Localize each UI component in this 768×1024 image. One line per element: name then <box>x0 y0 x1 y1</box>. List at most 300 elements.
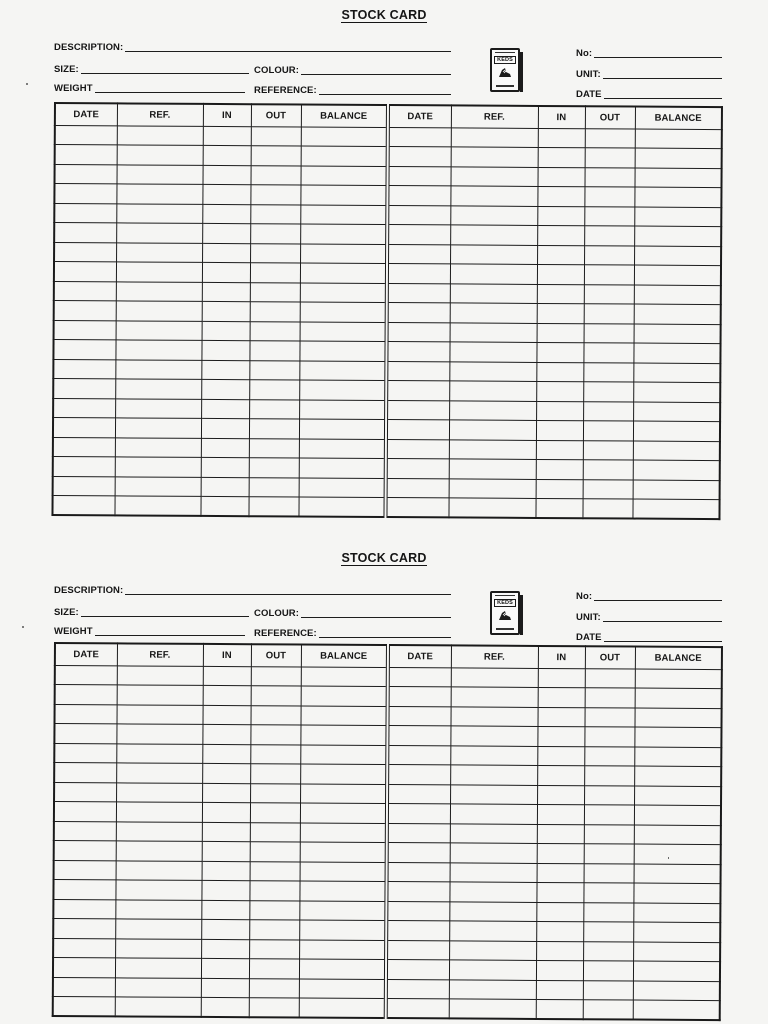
ledger-cell[interactable] <box>449 921 536 941</box>
ledger-cell[interactable] <box>201 958 249 978</box>
ledger-cell[interactable] <box>54 743 116 763</box>
ledger-cell[interactable] <box>537 804 584 824</box>
ledger-cell[interactable] <box>54 821 116 841</box>
ledger-cell[interactable] <box>634 265 721 285</box>
ledger-cell[interactable] <box>387 765 450 785</box>
ledger-cell[interactable] <box>585 128 635 148</box>
ledger-cell[interactable] <box>54 223 116 243</box>
ledger-cell[interactable] <box>53 418 115 438</box>
ledger-cell[interactable] <box>54 203 116 223</box>
ledger-cell[interactable] <box>249 939 299 959</box>
ledger-cell[interactable] <box>583 382 633 402</box>
ledger-cell[interactable] <box>300 166 387 186</box>
ledger-cell[interactable] <box>386 342 449 362</box>
ledger-cell[interactable] <box>202 802 250 822</box>
ledger-cell[interactable] <box>251 666 301 686</box>
ledger-cell[interactable] <box>115 880 201 900</box>
ledger-cell[interactable] <box>633 883 720 903</box>
ledger-cell[interactable] <box>450 244 537 264</box>
ledger-cell[interactable] <box>387 225 450 245</box>
colour-field[interactable] <box>254 66 451 76</box>
ledger-cell[interactable] <box>250 165 300 185</box>
ledger-cell[interactable] <box>52 495 114 515</box>
ledger-cell[interactable] <box>249 341 299 361</box>
ledger-cell[interactable] <box>583 1000 633 1020</box>
ledger-cell[interactable] <box>634 708 721 728</box>
ledger-cell[interactable] <box>250 224 300 244</box>
ledger-cell[interactable] <box>449 420 536 440</box>
ledger-cell[interactable] <box>117 685 203 705</box>
ledger-cell[interactable] <box>55 145 117 165</box>
ledger-cell[interactable] <box>249 458 299 478</box>
ledger-cell[interactable] <box>300 205 387 225</box>
ledger-cell[interactable] <box>634 805 721 825</box>
ledger-cell[interactable] <box>585 148 635 168</box>
ledger-cell[interactable] <box>536 440 583 460</box>
ledger-cell[interactable] <box>633 981 720 1001</box>
ledger-cell[interactable] <box>450 765 537 785</box>
ledger-cell[interactable] <box>298 497 385 517</box>
ledger-cell[interactable] <box>115 359 201 379</box>
ledger-cell[interactable] <box>201 438 249 458</box>
ledger-cell[interactable] <box>536 941 583 961</box>
ledger-cell[interactable] <box>299 920 386 940</box>
ledger-cell[interactable] <box>386 400 449 420</box>
ledger-cell[interactable] <box>250 783 300 803</box>
ledger-cell[interactable] <box>201 919 249 939</box>
ledger-cell[interactable] <box>449 361 536 381</box>
ledger-cell[interactable] <box>53 919 115 939</box>
ledger-cell[interactable] <box>299 439 386 459</box>
ledger-cell[interactable] <box>634 825 721 845</box>
ledger-cell[interactable] <box>386 940 449 960</box>
ledger-cell[interactable] <box>300 322 387 342</box>
ledger-cell[interactable] <box>536 459 583 479</box>
ledger-cell[interactable] <box>250 321 300 341</box>
ledger-cell[interactable] <box>201 340 249 360</box>
ledger-cell[interactable] <box>635 148 722 168</box>
ledger-cell[interactable] <box>251 146 301 166</box>
ledger-cell[interactable] <box>117 125 203 145</box>
ledger-cell[interactable] <box>537 765 584 785</box>
ledger-cell[interactable] <box>202 301 250 321</box>
ledger-cell[interactable] <box>249 419 299 439</box>
ledger-cell[interactable] <box>388 147 451 167</box>
ledger-cell[interactable] <box>387 862 450 882</box>
ledger-cell[interactable] <box>300 302 387 322</box>
ledger-cell[interactable] <box>115 379 201 399</box>
ledger-cell[interactable] <box>116 203 202 223</box>
ledger-cell[interactable] <box>387 186 450 206</box>
ledger-cell[interactable] <box>450 283 537 303</box>
ledger-cell[interactable] <box>387 322 450 342</box>
ledger-cell[interactable] <box>634 187 721 207</box>
ledger-cell[interactable] <box>116 262 202 282</box>
ledger-cell[interactable] <box>449 979 536 999</box>
ledger-cell[interactable] <box>54 782 116 802</box>
ledger-cell[interactable] <box>250 185 300 205</box>
ledger-cell[interactable] <box>537 206 584 226</box>
ledger-cell[interactable] <box>635 669 722 689</box>
ledger-cell[interactable] <box>634 747 721 767</box>
ledger-cell[interactable] <box>54 724 116 744</box>
ledger-cell[interactable] <box>300 784 387 804</box>
ledger-cell[interactable] <box>584 844 634 864</box>
description-field[interactable] <box>54 586 451 596</box>
ledger-cell[interactable] <box>450 186 537 206</box>
ledger-cell[interactable] <box>202 763 250 783</box>
ledger-cell[interactable] <box>448 498 535 518</box>
ledger-cell[interactable] <box>450 804 537 824</box>
ledger-cell[interactable] <box>634 226 721 246</box>
ledger-cell[interactable] <box>115 476 201 496</box>
ledger-cell[interactable] <box>536 980 583 1000</box>
ledger-cell[interactable] <box>583 961 633 981</box>
ledger-cell[interactable] <box>202 204 250 224</box>
no-field[interactable] <box>576 592 722 602</box>
ledger-cell[interactable] <box>633 922 720 942</box>
ledger-cell[interactable] <box>54 763 116 783</box>
ledger-cell[interactable] <box>450 843 537 863</box>
ledger-cell[interactable] <box>449 478 536 498</box>
ledger-cell[interactable] <box>583 460 633 480</box>
ledger-cell[interactable] <box>202 744 250 764</box>
ledger-cell[interactable] <box>388 687 451 707</box>
ledger-cell[interactable] <box>387 823 450 843</box>
ledger-cell[interactable] <box>53 880 115 900</box>
ledger-cell[interactable] <box>451 147 538 167</box>
ledger-cell[interactable] <box>537 284 584 304</box>
ledger-cell[interactable] <box>299 458 386 478</box>
ledger-cell[interactable] <box>633 480 720 500</box>
ledger-cell[interactable] <box>633 402 720 422</box>
ledger-cell[interactable] <box>537 707 584 727</box>
ledger-cell[interactable] <box>250 263 300 283</box>
ledger-cell[interactable] <box>201 939 249 959</box>
ledger-cell[interactable] <box>451 687 538 707</box>
ledger-cell[interactable] <box>53 996 115 1016</box>
ledger-cell[interactable] <box>584 167 634 187</box>
ledger-cell[interactable] <box>203 145 251 165</box>
reference-field[interactable] <box>254 86 451 96</box>
ledger-cell[interactable] <box>250 744 300 764</box>
ledger-cell[interactable] <box>54 242 116 262</box>
ledger-cell[interactable] <box>249 900 299 920</box>
ledger-cell[interactable] <box>388 667 451 687</box>
ledger-cell[interactable] <box>537 264 584 284</box>
ledger-cell[interactable] <box>301 667 388 687</box>
ledger-cell[interactable] <box>450 303 537 323</box>
ledger-cell[interactable] <box>299 959 386 979</box>
ledger-cell[interactable] <box>54 860 116 880</box>
ledger-cell[interactable] <box>449 381 536 401</box>
ledger-cell[interactable] <box>387 166 450 186</box>
ledger-cell[interactable] <box>202 223 250 243</box>
ledger-cell[interactable] <box>202 822 250 842</box>
ledger-cell[interactable] <box>55 665 117 685</box>
ledger-cell[interactable] <box>584 863 634 883</box>
ledger-cell[interactable] <box>536 381 583 401</box>
ledger-cell[interactable] <box>634 864 721 884</box>
ledger-cell[interactable] <box>387 283 450 303</box>
ledger-cell[interactable] <box>115 958 201 978</box>
ledger-cell[interactable] <box>537 245 584 265</box>
ledger-cell[interactable] <box>53 958 115 978</box>
ledger-cell[interactable] <box>386 361 449 381</box>
ledger-cell[interactable] <box>53 476 115 496</box>
ledger-cell[interactable] <box>386 381 449 401</box>
ledger-cell[interactable] <box>583 401 633 421</box>
ledger-cell[interactable] <box>54 262 116 282</box>
ledger-cell[interactable] <box>385 498 448 518</box>
ledger-cell[interactable] <box>583 479 633 499</box>
ledger-cell[interactable] <box>116 743 202 763</box>
ledger-cell[interactable] <box>250 705 300 725</box>
ledger-cell[interactable] <box>116 802 202 822</box>
ledger-cell[interactable] <box>249 920 299 940</box>
ledger-cell[interactable] <box>250 822 300 842</box>
ledger-cell[interactable] <box>116 782 202 802</box>
ledger-cell[interactable] <box>116 301 202 321</box>
ledger-cell[interactable] <box>633 1000 720 1020</box>
ledger-cell[interactable] <box>250 803 300 823</box>
ledger-cell[interactable] <box>299 901 386 921</box>
ledger-cell[interactable] <box>583 883 633 903</box>
date-field[interactable] <box>576 90 722 100</box>
ledger-cell[interactable] <box>633 382 720 402</box>
ledger-cell[interactable] <box>634 324 721 344</box>
date-field[interactable] <box>576 633 722 643</box>
ledger-cell[interactable] <box>202 184 250 204</box>
ledger-cell[interactable] <box>300 185 387 205</box>
ledger-cell[interactable] <box>584 766 634 786</box>
ledger-cell[interactable] <box>249 399 299 419</box>
ledger-cell[interactable] <box>300 706 387 726</box>
ledger-cell[interactable] <box>201 360 249 380</box>
ledger-cell[interactable] <box>585 668 635 688</box>
ledger-cell[interactable] <box>450 706 537 726</box>
ledger-cell[interactable] <box>299 341 386 361</box>
ledger-cell[interactable] <box>202 705 250 725</box>
ledger-cell[interactable] <box>387 706 450 726</box>
ledger-cell[interactable] <box>584 265 634 285</box>
ledger-cell[interactable] <box>634 207 721 227</box>
no-field[interactable] <box>576 49 722 59</box>
description-field[interactable] <box>54 43 451 53</box>
ledger-cell[interactable] <box>450 726 537 746</box>
ledger-cell[interactable] <box>633 363 720 383</box>
ledger-cell[interactable] <box>202 861 250 881</box>
ledger-cell[interactable] <box>388 127 451 147</box>
ledger-cell[interactable] <box>201 900 249 920</box>
ledger-cell[interactable] <box>203 685 251 705</box>
ledger-cell[interactable] <box>387 745 450 765</box>
ledger-cell[interactable] <box>386 420 449 440</box>
ledger-cell[interactable] <box>117 164 203 184</box>
ledger-cell[interactable] <box>450 745 537 765</box>
ledger-cell[interactable] <box>584 805 634 825</box>
ledger-cell[interactable] <box>584 245 634 265</box>
ledger-cell[interactable] <box>201 477 249 497</box>
ledger-cell[interactable] <box>536 420 583 440</box>
ledger-cell[interactable] <box>203 666 251 686</box>
ledger-cell[interactable] <box>387 726 450 746</box>
ledger-cell[interactable] <box>250 842 300 862</box>
reference-field[interactable] <box>254 629 451 639</box>
ledger-cell[interactable] <box>54 184 116 204</box>
ledger-cell[interactable] <box>249 998 299 1018</box>
ledger-cell[interactable] <box>117 145 203 165</box>
ledger-cell[interactable] <box>115 418 201 438</box>
weight-field[interactable] <box>54 84 245 94</box>
ledger-cell[interactable] <box>633 961 720 981</box>
ledger-cell[interactable] <box>536 342 583 362</box>
ledger-cell[interactable] <box>584 727 634 747</box>
ledger-cell[interactable] <box>450 225 537 245</box>
ledger-cell[interactable] <box>386 439 449 459</box>
ledger-cell[interactable] <box>200 496 248 516</box>
ledger-cell[interactable] <box>449 439 536 459</box>
ledger-cell[interactable] <box>300 862 387 882</box>
ledger-cell[interactable] <box>386 478 449 498</box>
ledger-cell[interactable] <box>449 940 536 960</box>
ledger-cell[interactable] <box>537 824 584 844</box>
size-field[interactable] <box>54 65 249 75</box>
ledger-cell[interactable] <box>55 164 117 184</box>
ledger-cell[interactable] <box>387 244 450 264</box>
ledger-cell[interactable] <box>117 665 203 685</box>
ledger-cell[interactable] <box>53 977 115 997</box>
ledger-cell[interactable] <box>449 342 536 362</box>
ledger-cell[interactable] <box>635 688 722 708</box>
ledger-cell[interactable] <box>115 899 201 919</box>
ledger-cell[interactable] <box>54 301 116 321</box>
ledger-cell[interactable] <box>250 204 300 224</box>
ledger-cell[interactable] <box>537 303 584 323</box>
ledger-cell[interactable] <box>115 919 201 939</box>
weight-field[interactable] <box>54 627 245 637</box>
ledger-cell[interactable] <box>300 244 387 264</box>
ledger-cell[interactable] <box>632 499 719 519</box>
ledger-cell[interactable] <box>55 125 117 145</box>
ledger-cell[interactable] <box>538 147 585 167</box>
ledger-cell[interactable] <box>300 803 387 823</box>
ledger-cell[interactable] <box>583 421 633 441</box>
ledger-cell[interactable] <box>387 804 450 824</box>
ledger-cell[interactable] <box>301 146 388 166</box>
ledger-cell[interactable] <box>537 843 584 863</box>
ledger-cell[interactable] <box>249 477 299 497</box>
ledger-cell[interactable] <box>115 398 201 418</box>
ledger-cell[interactable] <box>249 438 299 458</box>
unit-field[interactable] <box>576 70 722 80</box>
ledger-cell[interactable] <box>584 284 634 304</box>
ledger-cell[interactable] <box>300 823 387 843</box>
ledger-cell[interactable] <box>634 285 721 305</box>
ledger-cell[interactable] <box>585 688 635 708</box>
ledger-cell[interactable] <box>202 165 250 185</box>
ledger-cell[interactable] <box>249 881 299 901</box>
ledger-cell[interactable] <box>53 938 115 958</box>
ledger-cell[interactable] <box>116 821 202 841</box>
ledger-cell[interactable] <box>249 959 299 979</box>
ledger-cell[interactable] <box>536 960 583 980</box>
ledger-cell[interactable] <box>537 863 584 883</box>
ledger-cell[interactable] <box>202 783 250 803</box>
ledger-cell[interactable] <box>583 440 633 460</box>
ledger-cell[interactable] <box>54 320 116 340</box>
size-field[interactable] <box>54 608 249 618</box>
ledger-cell[interactable] <box>249 978 299 998</box>
ledger-cell[interactable] <box>584 187 634 207</box>
ledger-cell[interactable] <box>115 997 201 1017</box>
ledger-cell[interactable] <box>633 343 720 363</box>
ledger-cell[interactable] <box>250 725 300 745</box>
ledger-cell[interactable] <box>116 281 202 301</box>
ledger-cell[interactable] <box>387 784 450 804</box>
ledger-cell[interactable] <box>54 841 116 861</box>
ledger-cell[interactable] <box>115 977 201 997</box>
ledger-cell[interactable] <box>538 668 585 688</box>
ledger-cell[interactable] <box>450 823 537 843</box>
ledger-cell[interactable] <box>538 128 585 148</box>
ledger-cell[interactable] <box>201 399 249 419</box>
ledger-cell[interactable] <box>386 960 449 980</box>
ledger-cell[interactable] <box>633 460 720 480</box>
ledger-cell[interactable] <box>536 401 583 421</box>
ledger-cell[interactable] <box>449 999 536 1019</box>
ledger-cell[interactable] <box>251 686 301 706</box>
ledger-cell[interactable] <box>449 901 536 921</box>
ledger-cell[interactable] <box>53 379 115 399</box>
ledger-cell[interactable] <box>450 205 537 225</box>
ledger-cell[interactable] <box>450 166 537 186</box>
ledger-cell[interactable] <box>250 764 300 784</box>
ledger-cell[interactable] <box>583 941 633 961</box>
ledger-cell[interactable] <box>536 921 583 941</box>
ledger-cell[interactable] <box>583 922 633 942</box>
ledger-cell[interactable] <box>387 264 450 284</box>
ledger-cell[interactable] <box>584 707 634 727</box>
ledger-cell[interactable] <box>53 398 115 418</box>
ledger-cell[interactable] <box>634 246 721 266</box>
ledger-cell[interactable] <box>54 802 116 822</box>
ledger-cell[interactable] <box>202 243 250 263</box>
ledger-cell[interactable] <box>633 903 720 923</box>
ledger-cell[interactable] <box>449 459 536 479</box>
ledger-cell[interactable] <box>249 360 299 380</box>
ledger-cell[interactable] <box>201 978 249 998</box>
ledger-cell[interactable] <box>634 844 721 864</box>
ledger-cell[interactable] <box>248 497 298 517</box>
ledger-cell[interactable] <box>537 167 584 187</box>
ledger-cell[interactable] <box>116 223 202 243</box>
ledger-cell[interactable] <box>54 281 116 301</box>
ledger-cell[interactable] <box>249 380 299 400</box>
ledger-cell[interactable] <box>55 685 117 705</box>
ledger-cell[interactable] <box>386 999 449 1019</box>
ledger-cell[interactable] <box>116 724 202 744</box>
ledger-cell[interactable] <box>584 824 634 844</box>
ledger-cell[interactable] <box>634 168 721 188</box>
ledger-cell[interactable] <box>634 766 721 786</box>
ledger-cell[interactable] <box>115 938 201 958</box>
ledger-cell[interactable] <box>584 226 634 246</box>
ledger-cell[interactable] <box>633 421 720 441</box>
ledger-cell[interactable] <box>537 225 584 245</box>
ledger-cell[interactable] <box>450 862 537 882</box>
ledger-cell[interactable] <box>535 498 582 518</box>
